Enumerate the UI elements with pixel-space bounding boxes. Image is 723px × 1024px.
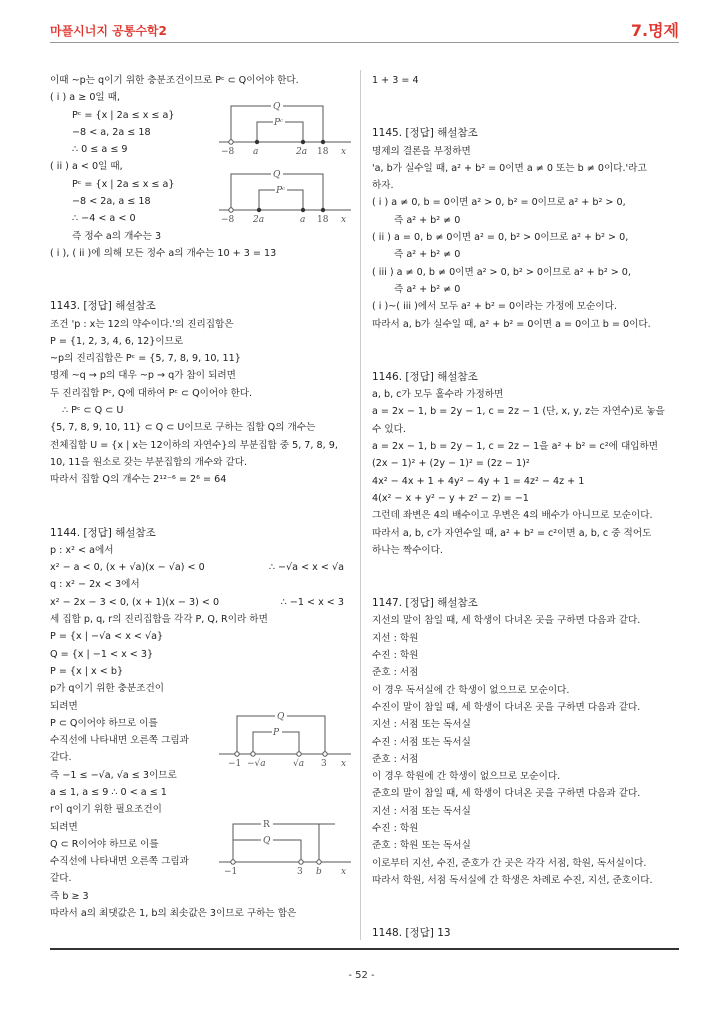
closed-point: [255, 140, 259, 144]
tick-label: 18: [317, 215, 329, 224]
text-line: 지선 : 서점 또는 독서실: [372, 805, 471, 817]
tick-label: −1: [228, 759, 242, 769]
problem-title: 1147. [정답] 해설참조: [372, 597, 478, 610]
text-line: 따라서 a, b가 실수일 때, a² + b² = 0이면 a = 0이고 b = 0이다.: [372, 318, 651, 330]
text-line: 수진 : 학원: [372, 822, 419, 834]
closed-point: [301, 208, 305, 212]
math-row: [50, 594, 350, 611]
problem-title: 1146. [정답] 해설참조: [372, 370, 478, 383]
text-line: 지선 : 서점 또는 독서실: [372, 719, 471, 731]
problem-1146: [372, 369, 682, 559]
tick-label: 3: [297, 867, 303, 877]
open-point: [323, 752, 327, 756]
text-line: 따라서 집합 Q의 개수는 2¹²⁻⁶ = 2⁶ = 64: [50, 474, 227, 486]
open-point: [251, 752, 255, 756]
footer-rule: [50, 948, 679, 950]
text-line: Q ⊂ R이어야 하므로 이를: [50, 838, 159, 850]
text-line: P = {1, 2, 3, 4, 6, 12}이므로: [50, 335, 184, 347]
number-line-figure-4: [215, 816, 355, 878]
text-line: Q = {x | −1 < x < 3}: [50, 648, 154, 660]
text-line: 이때 ~p는 q이기 위한 충분조건이므로 Pᶜ ⊂ Q이어야 한다.: [50, 75, 299, 86]
text-line: 따라서 a, b, c가 자연수일 때, a² + b² = c²이면 a, b, c 중 적어도: [372, 527, 652, 539]
text-line: 즉 −1 ≤ −√a, √a ≤ 3이므로: [50, 769, 177, 781]
text-line: 지선 : 학원: [372, 632, 419, 644]
text-line: 즉 a² + b² ≠ 0: [394, 283, 461, 295]
text-line: Pᶜ = {x | 2a ≤ x ≤ a}: [72, 109, 175, 121]
text-line: a ≤ 1, a ≤ 9 ∴ 0 < a ≤ 1: [50, 786, 167, 798]
open-point: [299, 860, 303, 864]
text-line: 지선의 말이 참일 때, 세 학생이 다녀온 곳을 구하면 다음과 같다.: [372, 615, 641, 627]
problem-1143: [50, 298, 350, 488]
text-line: 명제 ~q → p의 대우 ~p → q가 참이 되려면: [50, 370, 236, 382]
text-line: 되려면: [50, 821, 78, 833]
text-line: 수직선에 나타내면 오른쪽 그림과: [50, 735, 189, 747]
number-line-figure-1: [215, 98, 355, 156]
text-line: 수진 : 학원: [372, 650, 419, 662]
tick-label: x: [341, 759, 347, 769]
text-line: 두 진리집합 Pᶜ, Q에 대하여 Pᶜ ⊂ Q이어야 한다.: [50, 387, 253, 399]
text-line: 'a, b가 실수일 때, a² + b² = 0이면 a ≠ 0 또는 b ≠ 0이다.'라고: [372, 162, 647, 174]
closed-point: [301, 140, 305, 144]
text-line: 되려면: [50, 700, 78, 712]
open-point: [317, 860, 321, 864]
tick-label: 3: [321, 759, 327, 769]
problem-1147: [372, 595, 682, 889]
text-line: ( ii ) a < 0일 때,: [50, 161, 123, 173]
text-line: 준호의 말이 참일 때, 세 학생이 다녀온 곳을 구하면 다음과 같다.: [372, 788, 641, 800]
text-line: −8 < a, 2a ≤ 18: [72, 126, 151, 138]
chapter-title: 7.명제: [630, 21, 679, 40]
label-q: Q: [273, 170, 281, 180]
open-point: [297, 752, 301, 756]
text-line: 4x² − 4x + 1 + 4y² − 4y + 1 = 4z² − 4z + 1: [372, 475, 585, 487]
text-line: 하나는 짝수이다.: [372, 544, 443, 556]
text-line: 10, 11을 원소로 갖는 부분집합의 개수와 같다.: [50, 456, 248, 468]
text-line: 즉 a² + b² ≠ 0: [394, 249, 461, 261]
text-line: 즉 b ≥ 3: [50, 890, 89, 902]
tick-label: 2a: [296, 147, 308, 156]
text-line: ( i )~( iii )에서 모두 a² + b² = 0이라는 가정에 모순이다.: [372, 301, 617, 313]
text-line: 이 경우 학원에 간 학생이 없으므로 모순이다.: [372, 771, 561, 783]
column-divider: [360, 70, 361, 940]
tick-label: 2a: [253, 215, 265, 224]
text-line: 즉 정수 a의 개수는 3: [72, 230, 162, 242]
label-r: R: [263, 820, 270, 830]
text-line: 따라서 학원, 서점 독서실에 간 학생은 차례로 수진, 지선, 준호이다.: [372, 874, 653, 886]
tick-label: √a: [293, 759, 305, 769]
text-line: 따라서 a의 최댓값은 1, b의 최솟값은 3이므로 구하는 합은: [50, 908, 297, 920]
book-title: 마플시너지 공통수학2: [50, 24, 167, 38]
text-line: 전체집합 U = {x | x는 12이하의 자연수}의 부분집합 중 5, 7, 8, 9,: [50, 439, 338, 451]
tick-label: −1: [224, 867, 238, 877]
text-line: (2x − 1)² + (2y − 1)² = (2z − 1)²: [372, 458, 530, 470]
problem-title: 1145. [정답] 해설참조: [372, 127, 478, 140]
text-line: 명제의 결론을 부정하면: [372, 145, 471, 157]
tick-label: −8: [221, 147, 235, 156]
problem-1145: [372, 125, 682, 333]
text-line: ( ii ) a = 0, b ≠ 0이면 a² = 0, b² > 0이므로 a² + b² > 0,: [372, 232, 629, 244]
text-line: 수직선에 나타내면 오른쪽 그림과: [50, 856, 189, 868]
closed-point: [257, 208, 261, 212]
text-line: 준호 : 서점: [372, 667, 419, 679]
text-line: ( i ) a ≥ 0일 때,: [50, 92, 121, 104]
text-line: Pᶜ = {x | 2a ≤ x ≤ a}: [72, 178, 175, 190]
math-right: ∴ −√a < x < √a: [268, 562, 344, 574]
text-line: P ⊂ Q이어야 하므로 이를: [50, 717, 158, 729]
text-line: 1 + 3 = 4: [372, 75, 419, 86]
problem-title: 1148. [정답] 13: [372, 927, 451, 940]
text-line: ( i ) a ≠ 0, b = 0이면 a² > 0, b² = 0이므로 a² + b² > 0,: [372, 197, 626, 209]
text-line: ∴ 0 ≤ a ≤ 9: [72, 144, 128, 156]
right-column: [372, 72, 682, 942]
text-line: 수진이 말이 참일 때, 세 학생이 다녀온 곳을 구하면 다음과 같다.: [372, 701, 641, 713]
text-line: p : x² < a에서: [50, 544, 114, 556]
math-right: ∴ −1 < x < 3: [280, 596, 344, 608]
problem-1148: [372, 925, 682, 942]
tick-label: x: [341, 215, 347, 224]
text-line: 그런데 좌변은 4의 배수이고 우변은 4의 배수가 아니므로 모순이다.: [372, 510, 653, 522]
text-line: 세 집합 p, q, r의 진리집합을 각각 P, Q, R이라 하면: [50, 614, 268, 626]
open-point: [231, 860, 235, 864]
text-line: ∴ Pᶜ ⊂ Q ⊂ U: [62, 405, 124, 417]
tick-label: b: [316, 867, 322, 877]
text-line: 준호 : 서점: [372, 753, 419, 765]
math-left: x² − a < 0, (x + √a)(x − √a) < 0: [50, 562, 205, 574]
text-line: P = {x | −√a < x < √a}: [50, 631, 164, 643]
text-line: p가 q이기 위한 충분조건이: [50, 683, 165, 695]
tick-label: −8: [221, 215, 235, 224]
text-line: 4(x² − x + y² − y + z² − z) = −1: [372, 492, 529, 504]
text-line: ∴ −4 < a < 0: [72, 213, 136, 225]
label-pc: Pᶜ: [276, 186, 286, 196]
math-row: [50, 559, 350, 576]
tick-label: 18: [317, 147, 329, 156]
text-line: P = {x | x < b}: [50, 665, 124, 677]
tick-label: x: [341, 867, 347, 877]
text-line: 수진 : 서점 또는 독서실: [372, 736, 471, 748]
label-q: Q: [263, 836, 271, 846]
tick-label: a: [253, 147, 259, 156]
open-point: [235, 752, 239, 756]
problem-title: 1143. [정답] 해설참조: [50, 300, 156, 313]
closed-point: [321, 140, 325, 144]
text-line: 조건 'p : x는 12의 약수이다.'의 진리집합은: [50, 318, 234, 330]
text-line: 수 있다.: [372, 423, 406, 435]
math-left: x² − 2x − 3 < 0, (x + 1)(x − 3) < 0: [50, 596, 220, 608]
text-line: ( i ), ( ii )에 의해 모든 정수 a의 개수는 10 + 3 = 13: [50, 247, 277, 259]
open-point: [229, 140, 233, 144]
label-q: Q: [277, 712, 285, 722]
text-line: 즉 a² + b² ≠ 0: [394, 214, 461, 226]
text-line: 이 경우 독서실에 간 학생이 없으므로 모순이다.: [372, 684, 570, 696]
text-line: 같다.: [50, 873, 72, 885]
text-line: 하자.: [372, 180, 394, 192]
tick-label: x: [341, 147, 347, 156]
text-line: ( iii ) a ≠ 0, b ≠ 0이면 a² > 0, b² > 0이므로 a² + b² > 0,: [372, 266, 631, 278]
number-line-figure-2: [215, 166, 355, 224]
label-q: Q: [273, 102, 281, 112]
label-p: P: [273, 728, 280, 738]
r-bracket: [233, 824, 335, 862]
text-line: a = 2x − 1, b = 2y − 1, c = 2z − 1 (단, x, y, z는 자연수)로 놓을: [372, 406, 665, 418]
text-line: 같다.: [50, 752, 72, 764]
tick-label: −√a: [247, 759, 266, 769]
text-line: q : x² − 2x < 3에서: [50, 579, 140, 591]
text-line: {5, 7, 8, 9, 10, 11} ⊂ Q ⊂ U이므로 구하는 집합 Q의 개수는: [50, 422, 316, 434]
text-line: ~p의 진리집합은 Pᶜ = {5, 7, 8, 9, 10, 11}: [50, 353, 241, 365]
text-line: −8 < 2a, a ≤ 18: [72, 196, 151, 208]
number-line-figure-3: [215, 708, 355, 770]
text-line: r이 q이기 위한 필요조건이: [50, 804, 162, 816]
header-rule: [50, 42, 679, 43]
tick-label: a: [300, 215, 306, 224]
open-point: [229, 208, 233, 212]
text-line: a, b, c가 모두 홀수라 가정하면: [372, 389, 504, 401]
text-line: 준호 : 학원 또는 독서실: [372, 840, 471, 852]
page-number: - 52 -: [348, 970, 375, 981]
text-line: 이로부터 지선, 수진, 준호가 간 곳은 각각 서점, 학원, 독서실이다.: [372, 857, 647, 869]
problem-title: 1144. [정답] 해설참조: [50, 526, 156, 539]
closed-point: [321, 208, 325, 212]
text-line: a = 2x − 1, b = 2y − 1, c = 2z − 1을 a² + b² = c²에 대입하면: [372, 441, 659, 453]
label-pc: Pᶜ: [274, 118, 284, 128]
